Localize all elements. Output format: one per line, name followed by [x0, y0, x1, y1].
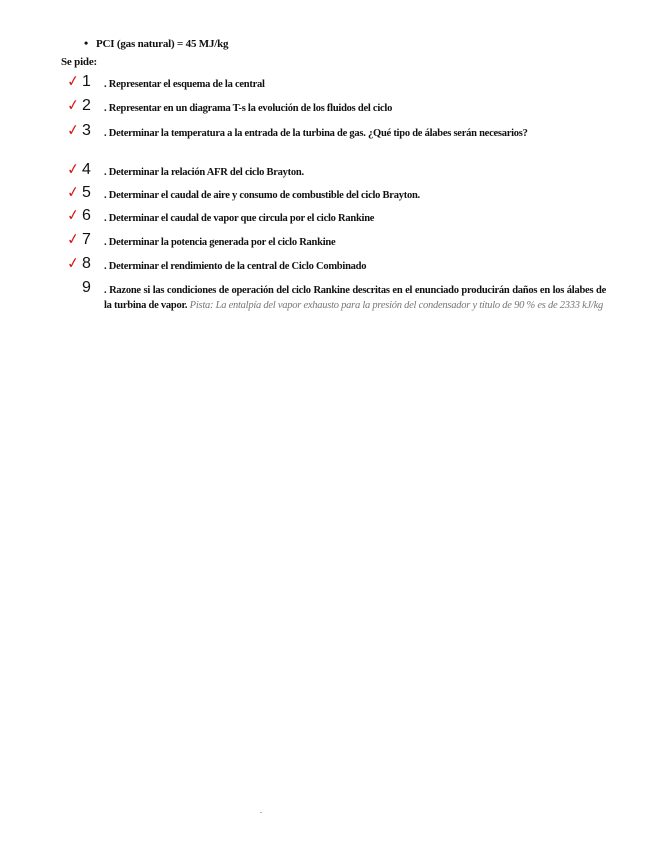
check-mark-icon: ✓ [65, 229, 81, 249]
item-text: . Determinar la temperatura a la entrada de la turbina de gas. ¿Qué tipo de álabes serán necesarios? [104, 128, 528, 139]
item-number: 7 [82, 231, 91, 248]
check-mark-icon: ✓ [65, 95, 81, 115]
item-number: 9 [82, 279, 91, 296]
item-number: 1 [82, 73, 91, 90]
item-text: . Determinar la potencia generada por el ciclo Rankine [104, 237, 336, 248]
item-text: . Razone si las condiciones de operación del ciclo Rankine descritas en el enunciado producirán daños en los álabes de la turbina de vapor. [104, 285, 606, 311]
list-item [64, 279, 606, 313]
check-mark-icon: ✓ [65, 182, 81, 202]
check-mark-icon: ✓ [65, 71, 81, 91]
check-mark-icon: ✓ [65, 159, 81, 179]
item-number: 4 [82, 161, 91, 178]
list-item [64, 182, 606, 203]
item-text: . Representar el esquema de la central [104, 79, 265, 90]
footer-mark: . [260, 806, 262, 815]
list-item [64, 159, 606, 180]
item-hint: Pista: La entalpía del vapor exhausto para la presión del condensador y título de 90 % es de 2333 kJ/kg [189, 300, 604, 311]
intro-label: Se pide: [61, 56, 97, 68]
list-item [64, 120, 606, 141]
item-number: 2 [82, 97, 91, 114]
list-item [64, 95, 606, 116]
item-text: . Representar en un diagrama T-s la evolución de los fluidos del ciclo [104, 103, 393, 114]
bullet-icon: • [84, 36, 89, 50]
item-number: 8 [82, 255, 91, 272]
list-item [64, 229, 606, 250]
check-mark-icon: ✓ [65, 205, 81, 225]
item-text: . Determinar la relación AFR del ciclo Brayton. [104, 167, 304, 178]
check-mark-icon: ✓ [65, 253, 81, 273]
item-number: 6 [82, 207, 91, 224]
bullet-text: PCI (gas natural) = 45 MJ/kg [96, 38, 229, 50]
list-item [64, 71, 606, 92]
item-number: 3 [82, 122, 91, 139]
item-text: . Determinar el rendimiento de la central de Ciclo Combinado [104, 261, 367, 272]
item-number: 5 [82, 184, 91, 201]
check-mark-icon: ✓ [65, 120, 81, 140]
item-text: . Determinar el caudal de aire y consumo de combustible del ciclo Brayton. [104, 190, 420, 201]
list-item [64, 253, 606, 274]
item-text: . Determinar el caudal de vapor que circula por el ciclo Rankine [104, 213, 375, 224]
given-data-bullet [84, 36, 228, 51]
item-text-block [104, 283, 606, 313]
list-item [64, 205, 606, 226]
